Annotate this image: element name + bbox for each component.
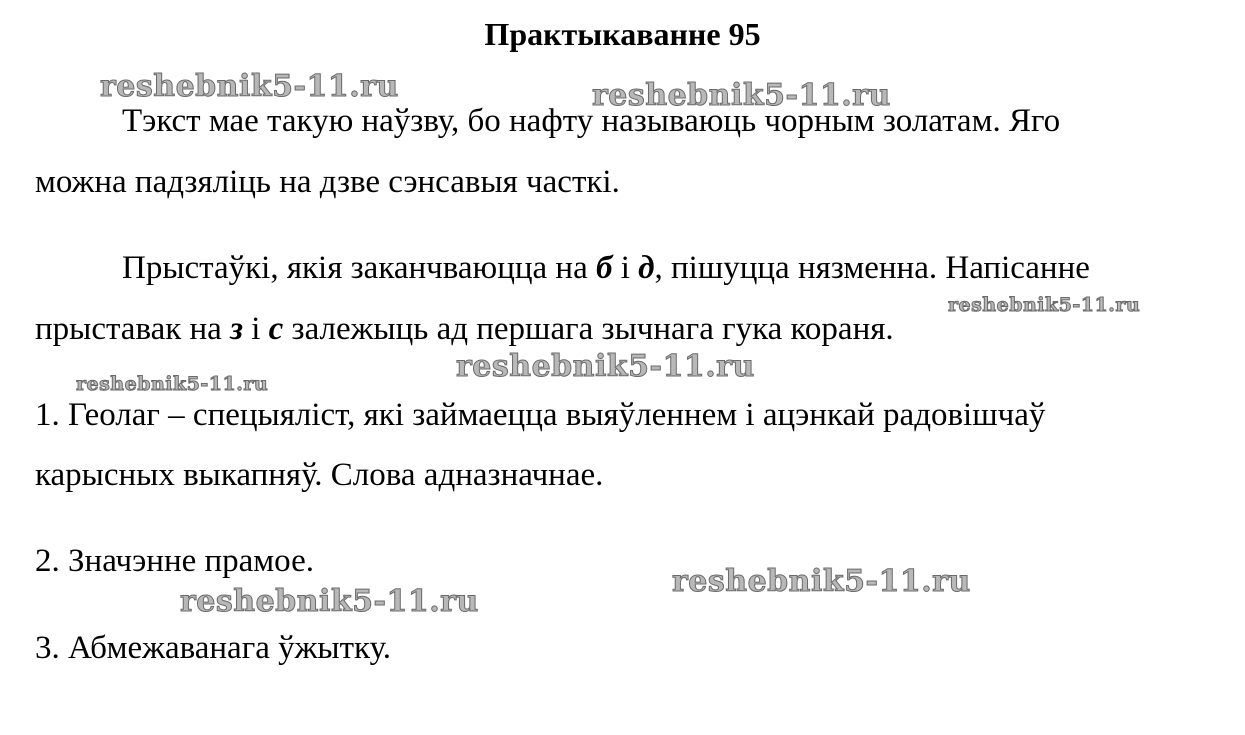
letter-d: д [638,250,655,286]
watermark: reshebnik5-11.ru [76,373,269,395]
text-segment: прыставак на [35,311,231,347]
paragraph-2-line-2 [35,309,894,349]
page-title: Практыкаванне 95 [484,16,761,52]
paragraph-1-line-2: можна падзяліць на дзве сэнсавыя часткі. [35,164,620,200]
watermark: reshebnik5-11.ru [948,294,1141,316]
text-segment: і [612,250,639,286]
item-3: 3. Абмежаванага ўжытку. [35,630,392,666]
item-1-line-2: карысных выкапняў. Слова адназначнае. [35,457,604,493]
text-segment: залежыць ад першага зычнага гука кораня. [283,311,894,347]
paragraph-2-line-1 [122,248,1090,288]
item-2: 2. Значэнне прамое. [35,543,314,579]
watermark: reshebnik5-11.ru [592,78,891,113]
watermark: reshebnik5-11.ru [672,564,971,599]
watermark: reshebnik5-11.ru [180,584,479,619]
letter-z: з [230,311,243,347]
watermark: reshebnik5-11.ru [456,349,755,384]
text-segment: Прыстаўкі, якія заканчваюцца на [122,250,596,286]
item-1-line-1: 1. Геолаг – спецыяліст, які займаецца выяўленнем і ацэнкай радовішчаў [35,397,1046,433]
paragraph-1-line-1: Тэкст мае такую наўзву, бо нафту называюць чорным золатам. Яго [122,103,1061,139]
text-segment: і [242,311,269,347]
letter-s: с [268,311,284,347]
letter-b: б [595,250,613,286]
text-segment: , пішуцца нязменна. Напісанне [654,250,1090,286]
watermark: reshebnik5-11.ru [100,69,399,104]
